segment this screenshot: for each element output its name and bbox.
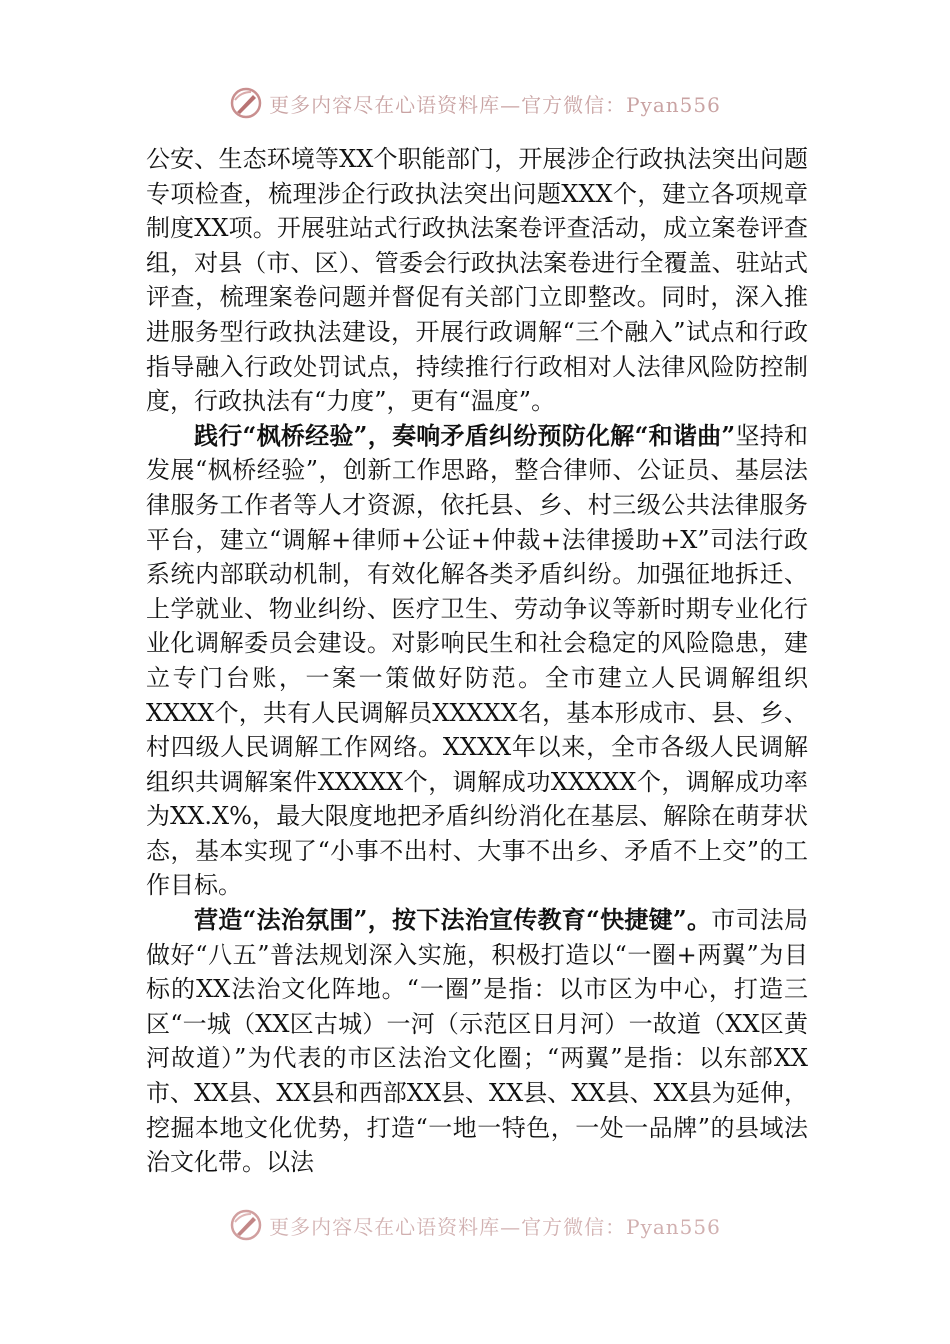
paragraph-fengqiao	[146, 419, 808, 903]
paragraph-heading: 践行“枫桥经验”，奏响矛盾纠纷预防化解“和谐曲”	[194, 420, 736, 450]
paragraph-body: 市司法局做好“八五”普法规划深入实施，积极打造以“一圈+两翼”为目标的XX法治文化阵地。“一圈”是指：以市区为中心，打造三区“一城（XX区古城）一河（示范区日月河）一故道（XX区黄河故道）”为代表的市区法治文化圈；“两翼”是指：以东部XX市、XX县、XX县和西部XX县、XX县、XX县、XX县为延伸，挖掘本地文化优势，打造“一地一特色，一处一品牌”的县域法治文化带。以法	[146, 906, 809, 1177]
paragraph-body: 公安、生态环境等XX个职能部门，开展涉企行政执法突出问题专项检查，梳理涉企行政执法突出问题XXX个，建立各项规章制度XX项。开展驻站式行政执法案卷评查活动，成立案卷评查组，对县（市、区）、管委会行政执法案卷进行全覆盖、驻站式评查，梳理案卷问题并督促有关部门立即整改。同时，深入推进服务型行政执法建设，开展行政调解“三个融入”试点和行政指导融入行政处罚试点，持续推行行政相对人法律风险防控制度，行政执法有“力度”，更有“温度”。	[146, 145, 808, 416]
pen-circle-logo-icon	[229, 86, 263, 120]
pen-circle-logo-icon	[229, 1208, 263, 1242]
paragraph-legal-atmosphere	[146, 903, 808, 1180]
document-body	[146, 142, 808, 1180]
watermark-text: 更多内容尽在心语资料库—官方微信：Pyan556	[269, 92, 721, 117]
paragraph-continuation	[146, 142, 808, 419]
watermark-text: 更多内容尽在心语资料库—官方微信：Pyan556	[269, 1214, 721, 1239]
paragraph-heading: 营造“法治氛围”，按下法治宣传教育“快捷键”。	[194, 905, 712, 935]
footer-watermark	[0, 1208, 950, 1242]
paragraph-body: 坚持和发展“枫桥经验”，创新工作思路，整合律师、公证员、基层法律服务工作者等人才资源，依托县、乡、村三级公共法律服务平台，建立“调解+律师+公证+仲裁+法律援助+X”司法行政系统内部联动机制，有效化解各类矛盾纠纷。加强征地拆迁、上学就业、物业纠纷、医疗卫生、劳动争议等新时期专业化行业化调解委员会建设。对影响民生和社会稳定的风险隐患，建立专门台账，一案一策做好防范。全市建立人民调解组织XXXX个，共有人民调解员XXXXX名，基本形成市、县、乡、村四级人民调解工作网络。XXXX年以来，全市各级人民调解组织共调解案件XXXXX个，调解成功XXXXX个，调解成功率为XX.X%，最大限度地把矛盾纠纷消化在基层、解除在萌芽状态，基本实现了“小事不出村、大事不出乡、矛盾不上交”的工作目标。	[146, 421, 809, 900]
header-watermark	[0, 86, 950, 120]
